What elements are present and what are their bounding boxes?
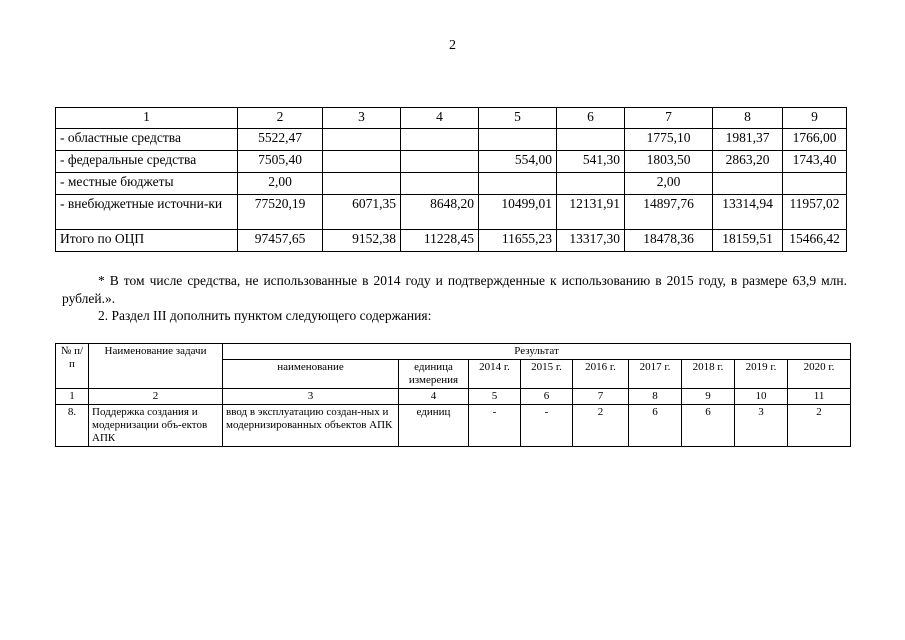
table-cell bbox=[479, 173, 557, 195]
column-number-row bbox=[56, 389, 851, 405]
table-cell: 12131,91 bbox=[557, 195, 625, 230]
column-number: 4 bbox=[401, 108, 479, 129]
column-number: 8 bbox=[713, 108, 783, 129]
column-number: 10 bbox=[735, 389, 788, 405]
year-value: 6 bbox=[682, 405, 735, 447]
year-value: 2 bbox=[573, 405, 629, 447]
result-name: ввод в эксплуатацию создан-ных и модернизированных объектов АПК bbox=[223, 405, 399, 447]
column-number: 6 bbox=[557, 108, 625, 129]
header-year: 2020 г. bbox=[788, 360, 851, 389]
table-cell: 9152,38 bbox=[323, 230, 401, 252]
header-number: № п/п bbox=[56, 344, 89, 389]
row-number: 8. bbox=[56, 405, 89, 447]
table-cell: 2,00 bbox=[238, 173, 323, 195]
column-number: 3 bbox=[223, 389, 399, 405]
results-table bbox=[55, 343, 851, 447]
header-year: 2015 г. bbox=[521, 360, 573, 389]
table-cell: 13317,30 bbox=[557, 230, 625, 252]
table-cell: 18159,51 bbox=[713, 230, 783, 252]
table-cell: 6071,35 bbox=[323, 195, 401, 230]
table-row bbox=[56, 195, 847, 230]
row-label: - областные средства bbox=[56, 129, 238, 151]
table-cell bbox=[401, 151, 479, 173]
column-number: 1 bbox=[56, 108, 238, 129]
table-cell: 7505,40 bbox=[238, 151, 323, 173]
column-number: 1 bbox=[56, 389, 89, 405]
table-row bbox=[56, 405, 851, 447]
table-cell: 18478,36 bbox=[625, 230, 713, 252]
column-number: 4 bbox=[399, 389, 469, 405]
column-number: 2 bbox=[238, 108, 323, 129]
header-result: Результат bbox=[223, 344, 851, 360]
header-year: 2014 г. bbox=[469, 360, 521, 389]
column-number: 6 bbox=[521, 389, 573, 405]
column-number: 3 bbox=[323, 108, 401, 129]
column-number: 11 bbox=[788, 389, 851, 405]
year-value: - bbox=[521, 405, 573, 447]
table-row bbox=[56, 151, 847, 173]
table-cell: 1743,40 bbox=[783, 151, 847, 173]
table-cell: 10499,01 bbox=[479, 195, 557, 230]
table-cell: 541,30 bbox=[557, 151, 625, 173]
column-number: 9 bbox=[783, 108, 847, 129]
funding-table bbox=[55, 107, 847, 252]
table-cell: 11957,02 bbox=[783, 195, 847, 230]
table-cell bbox=[323, 173, 401, 195]
year-value: 6 bbox=[629, 405, 682, 447]
section-text: 2. Раздел III дополнить пунктом следующего содержания: bbox=[98, 308, 432, 323]
table-cell: 5522,47 bbox=[238, 129, 323, 151]
table-cell: 8648,20 bbox=[401, 195, 479, 230]
header-year: 2017 г. bbox=[629, 360, 682, 389]
page-number: 2 bbox=[449, 38, 456, 53]
column-number: 8 bbox=[629, 389, 682, 405]
table-cell bbox=[557, 129, 625, 151]
table-cell: 97457,65 bbox=[238, 230, 323, 252]
header-unit: единица измерения bbox=[399, 360, 469, 389]
row-label: - федеральные средства bbox=[56, 151, 238, 173]
table-cell: 1981,37 bbox=[713, 129, 783, 151]
table-cell: 1803,50 bbox=[625, 151, 713, 173]
column-number: 7 bbox=[573, 389, 629, 405]
year-value: - bbox=[469, 405, 521, 447]
table-cell: 2863,20 bbox=[713, 151, 783, 173]
table-cell: 1775,10 bbox=[625, 129, 713, 151]
header-task: Наименование задачи bbox=[89, 344, 223, 389]
table-cell: 11655,23 bbox=[479, 230, 557, 252]
column-number: 9 bbox=[682, 389, 735, 405]
table-cell bbox=[557, 173, 625, 195]
table-header-row bbox=[56, 108, 847, 129]
table-cell bbox=[323, 129, 401, 151]
header-year: 2019 г. bbox=[735, 360, 788, 389]
table-row bbox=[56, 173, 847, 195]
column-number: 7 bbox=[625, 108, 713, 129]
table-cell bbox=[323, 151, 401, 173]
table-cell bbox=[783, 173, 847, 195]
header-name: наименование bbox=[223, 360, 399, 389]
table-cell: 1766,00 bbox=[783, 129, 847, 151]
column-number: 5 bbox=[469, 389, 521, 405]
table-cell: 554,00 bbox=[479, 151, 557, 173]
header-year: 2018 г. bbox=[682, 360, 735, 389]
task-name: Поддержка создания и модернизации объ-ектов АПК bbox=[89, 405, 223, 447]
unit: единиц bbox=[399, 405, 469, 447]
table-total-row bbox=[56, 230, 847, 252]
table-cell bbox=[401, 129, 479, 151]
table-cell: 2,00 bbox=[625, 173, 713, 195]
footnote: * В том числе средства, не использованные в 2014 году и подтвержденные к использованию в 2015 году, в размере 63,9 млн. рублей.». bbox=[62, 273, 847, 306]
table-row bbox=[56, 129, 847, 151]
table-cell bbox=[401, 173, 479, 195]
table-cell: 13314,94 bbox=[713, 195, 783, 230]
table-cell: 77520,19 bbox=[238, 195, 323, 230]
row-label: Итого по ОЦП bbox=[56, 230, 238, 252]
table-cell: 11228,45 bbox=[401, 230, 479, 252]
year-value: 3 bbox=[735, 405, 788, 447]
table-cell: 15466,42 bbox=[783, 230, 847, 252]
row-label: - местные бюджеты bbox=[56, 173, 238, 195]
column-number: 2 bbox=[89, 389, 223, 405]
table-cell bbox=[479, 129, 557, 151]
table-header-row bbox=[56, 344, 851, 360]
table-cell: 14897,76 bbox=[625, 195, 713, 230]
year-value: 2 bbox=[788, 405, 851, 447]
column-number: 5 bbox=[479, 108, 557, 129]
header-year: 2016 г. bbox=[573, 360, 629, 389]
table-cell bbox=[713, 173, 783, 195]
row-label: - внебюджетные источни-ки bbox=[56, 195, 238, 230]
